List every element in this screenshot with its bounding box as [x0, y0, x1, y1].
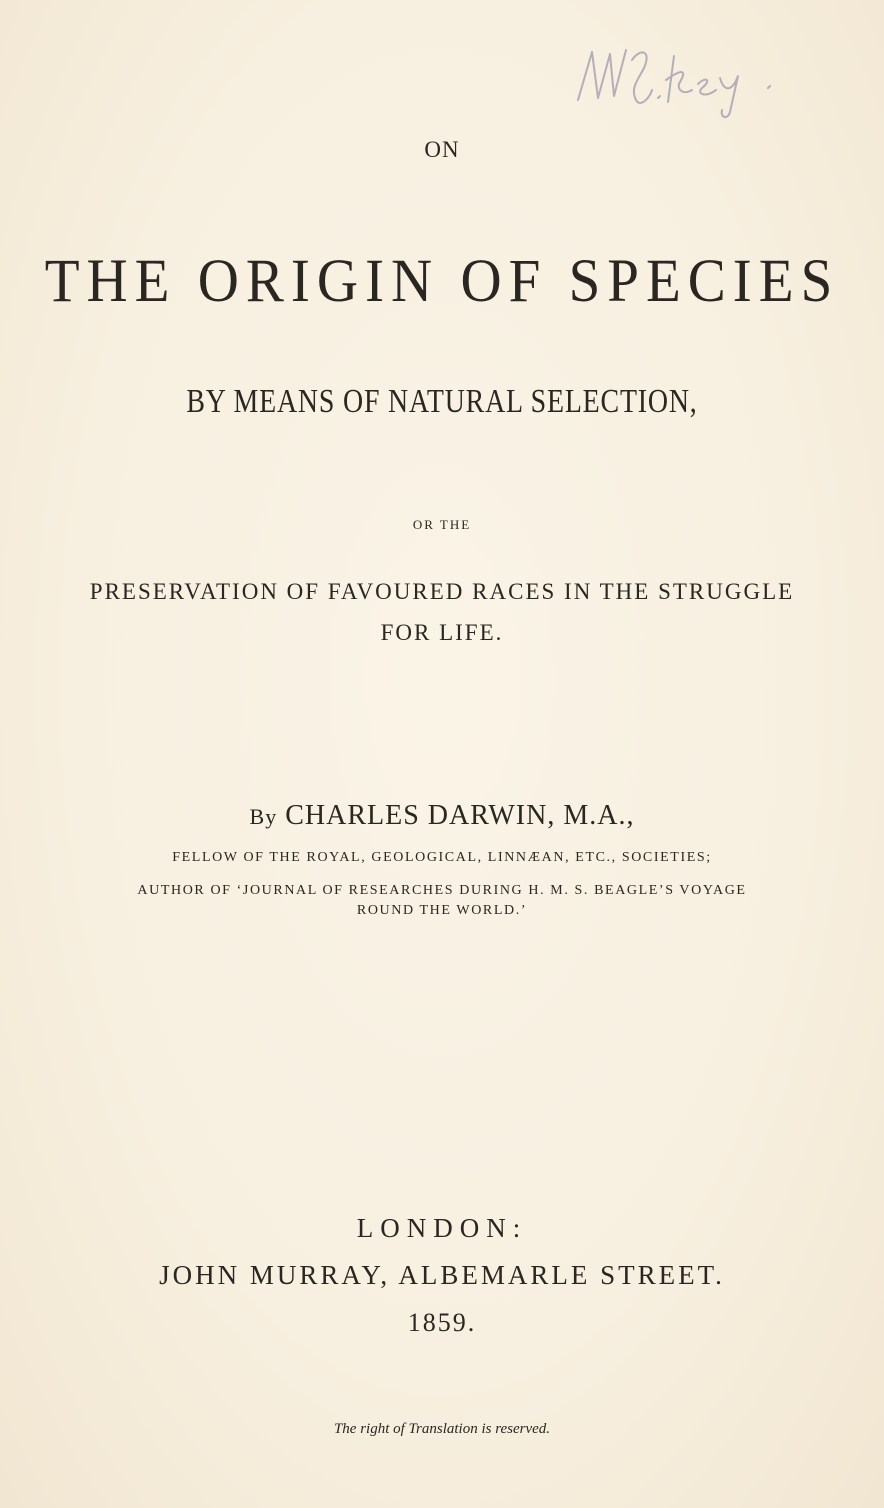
- fellow-line: FELLOW OF THE ROYAL, GEOLOGICAL, LINNÆAN, ETC., SOCIETIES;: [172, 850, 712, 865]
- author-of-line-1: AUTHOR OF ‘JOURNAL OF RESEARCHES DURING H. M. S. BEAGLE’S VOYAGE: [137, 883, 747, 898]
- imprint-year: 1859.: [407, 1308, 477, 1337]
- author-line: [0, 800, 884, 832]
- author-name: CHARLES DARWIN, M.A.,: [285, 800, 635, 831]
- preservation-line-1: PRESERVATION OF FAVOURED RACES IN THE STRUGGLE: [89, 579, 795, 604]
- or-the: OR THE: [412, 517, 472, 532]
- subtitle: BY MEANS OF NATURAL SELECTION,: [186, 383, 698, 420]
- handwritten-signature: [570, 40, 810, 120]
- imprint-city: LONDON:: [356, 1213, 528, 1243]
- preposition-on: ON: [424, 137, 460, 162]
- book-title: THE ORIGIN OF SPECIES: [44, 247, 840, 316]
- author-by: By: [249, 804, 278, 829]
- preservation-line-2: FOR LIFE.: [380, 620, 504, 645]
- rights-notice: The right of Translation is reserved.: [333, 1421, 551, 1437]
- imprint-publisher: JOHN MURRAY, ALBEMARLE STREET.: [159, 1260, 725, 1290]
- author-of-line-2: ROUND THE WORLD.’: [356, 903, 528, 918]
